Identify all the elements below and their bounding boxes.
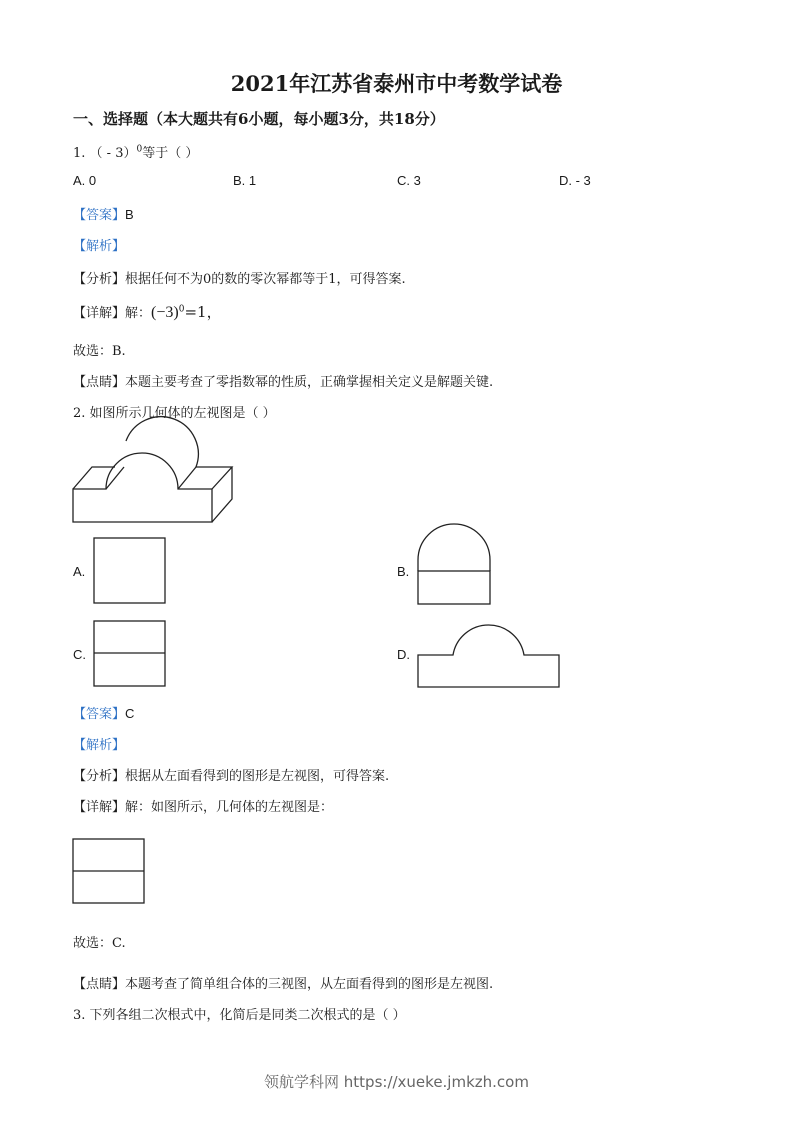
q1-comment-label: 【点睛】 xyxy=(73,375,126,390)
q2-comment xyxy=(73,973,493,992)
q2-option-b-label: B. xyxy=(397,564,410,579)
q1-comment-text: 本题主要考查了零指数幂的性质，正确掌握相关定义是解题关键. xyxy=(125,375,494,390)
q1-fenxi-text: 根据任何不为0的数的零次幂都等于1，可得答案. xyxy=(125,272,406,287)
q1-answer-label: 【答案】 xyxy=(73,208,126,223)
section-heading: 一、选择题（本大题共有6小题，每小题3分，共18分） xyxy=(73,110,445,128)
q1-option-b: B. 1 xyxy=(233,173,257,188)
q2-answer-value: C xyxy=(125,706,135,721)
q2-comment-text: 本题考查了简单组合体的三视图，从左面看得到的图形是左视图. xyxy=(125,977,494,992)
q2-option-c-label: C. xyxy=(73,647,86,662)
q1-answer-value: B xyxy=(125,207,134,222)
q1-detail-tail: =1， xyxy=(184,303,222,321)
q1-stem-exponent: 0 xyxy=(136,144,143,155)
q2-fenxi-text: 根据从左面看得到的图形是左视图，可得答案. xyxy=(125,769,390,784)
q3-stem: 3. 下列各组二次根式中，化简后是同类二次根式的是（ ） xyxy=(73,1008,406,1023)
q1-stem-suffix: 等于（ ） xyxy=(142,146,199,161)
q1-conclusion: 故选：B. xyxy=(73,344,126,359)
footer-watermark: 领航学科网 https://xueke.jmkzh.com xyxy=(264,1073,529,1091)
q1-detail-prefix: 解： xyxy=(125,306,152,321)
q2-option-a-label: A. xyxy=(73,564,86,579)
q1-detail-math: (−3) xyxy=(151,304,179,321)
q2-detail-text: 解：如图所示，几何体的左视图是： xyxy=(125,800,334,815)
q1-stem-text: 1. （ - 3） xyxy=(73,146,137,161)
q2-detail-label: 【详解】 xyxy=(73,800,126,815)
q2-option-d-label: D. xyxy=(397,647,410,662)
q1-analysis-label: 【解析】 xyxy=(73,239,126,254)
q2-analysis-label: 【解析】 xyxy=(73,738,126,753)
q1-fenxi-label: 【分析】 xyxy=(73,272,126,287)
q2-stem: 2. 如图所示几何体的左视图是（ ） xyxy=(73,406,276,421)
q1-detail-exponent: 0 xyxy=(178,304,185,315)
q1-option-d: D. - 3 xyxy=(559,173,591,188)
q1-option-a: A. 0 xyxy=(73,173,97,188)
q1-option-c: C. 3 xyxy=(397,173,421,188)
page-title: 2021年江苏省泰州市中考数学试卷 xyxy=(230,71,563,96)
q2-conclusion: 故选：C. xyxy=(73,936,126,951)
q1-detail-label: 【详解】 xyxy=(73,306,126,321)
q2-answer-label: 【答案】 xyxy=(73,707,126,722)
q2-comment-label: 【点睛】 xyxy=(73,977,126,992)
q2-fenxi-label: 【分析】 xyxy=(73,769,126,784)
